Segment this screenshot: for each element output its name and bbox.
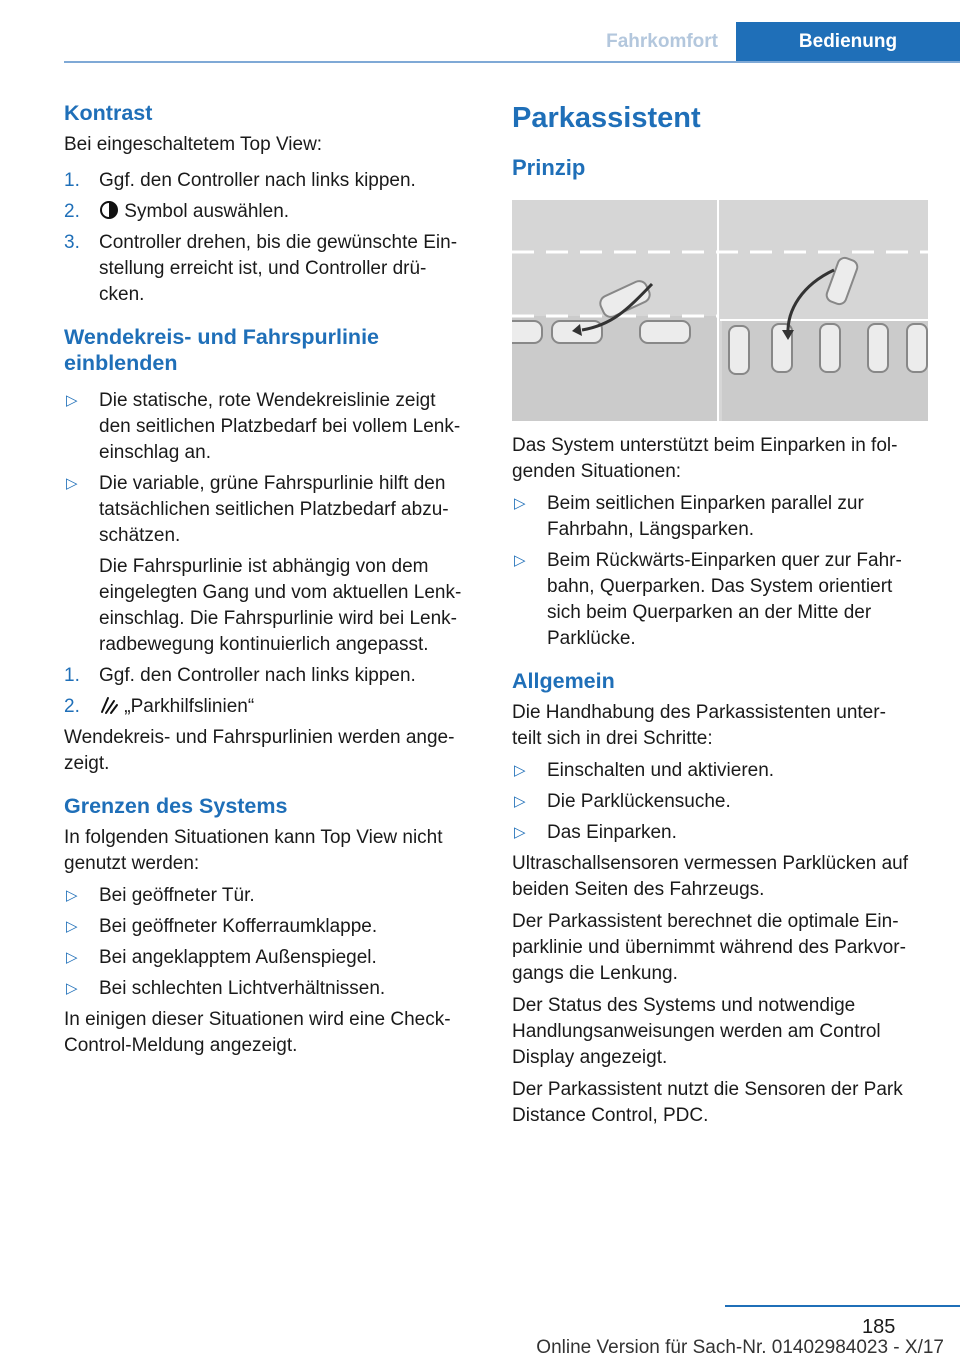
bullet-triangle-icon: ▷ (514, 552, 526, 569)
list-text: cken. (99, 284, 145, 305)
list-text: Das Einparken. (547, 822, 677, 843)
list-text: Bei schlechten Lichtverhältnissen. (99, 978, 386, 999)
list-item (512, 820, 928, 846)
online-version: Online Version für Sach-Nr. 01402984023 - X/17 (536, 1337, 944, 1358)
list-text: Parklücke. (547, 628, 636, 649)
list-text: Fahrbahn, Längsparken. (547, 519, 755, 540)
wende-heading (64, 324, 484, 376)
wende-heading-line: einblenden (64, 351, 178, 375)
wende-note (64, 554, 484, 658)
prinzip-heading: Prinzip (512, 155, 586, 180)
list-item (64, 694, 484, 720)
paragraph-line: Handlungsanweisungen werden am Control (512, 1021, 881, 1042)
note-line: In einigen dieser Situationen wird eine Check- (64, 1009, 451, 1030)
note-line: eingelegten Gang und vom aktuellen Lenk- (99, 582, 462, 603)
prinzip-intro (512, 433, 928, 485)
list-text: „Parkhilfslinien“ (119, 696, 255, 717)
right-column-body (512, 433, 928, 1129)
paragraph-line: Display angezeigt. (512, 1047, 668, 1068)
paragraph-line: gangs die Lenkung. (512, 963, 678, 984)
bullet-triangle-icon: ▷ (66, 475, 78, 492)
left-column (64, 100, 484, 1059)
list-item (64, 471, 484, 549)
list-text: Bei geöffneter Kofferraumklappe. (99, 916, 378, 937)
paragraph-line: beiden Seiten des Fahrzeugs. (512, 879, 765, 900)
list-text: Ggf. den Controller nach links kippen. (99, 665, 416, 686)
result-line: zeigt. (64, 753, 110, 774)
list-text: Die Parklückensuche. (547, 791, 731, 812)
list-text: tatsächlichen seitlichen Platzbedarf abzu- (99, 499, 449, 520)
paragraph (512, 851, 928, 903)
bullet-triangle-icon: ▷ (514, 824, 526, 841)
list-item (512, 491, 928, 543)
list-item (64, 914, 484, 940)
intro-line: Das System unterstützt beim Einparken in fol- (512, 435, 898, 456)
list-number: 1. (64, 170, 80, 191)
list-number: 3. (64, 232, 80, 253)
list-text: sich beim Querparken an der Mitte der (547, 602, 872, 623)
bullet-triangle-icon: ▷ (514, 762, 526, 779)
list-item (512, 758, 928, 784)
footer-rule (725, 1305, 960, 1307)
bullet-triangle-icon: ▷ (514, 495, 526, 512)
note-line: radbewegung kontinuierlich angepasst. (99, 634, 429, 655)
list-number: 2. (64, 201, 80, 222)
header-rule (64, 61, 960, 63)
list-item (512, 548, 928, 652)
wende-heading-line: Wendekreis- und Fahrspurlinie (64, 325, 379, 349)
allgemein-heading: Allgemein (512, 669, 615, 693)
bullet-triangle-icon: ▷ (66, 887, 78, 904)
list-item (512, 789, 928, 815)
intro-line: genden Situationen: (512, 461, 682, 482)
parking-diagram-icon (512, 200, 928, 421)
bullet-triangle-icon: ▷ (66, 392, 78, 409)
intro-line: genutzt werden: (64, 853, 200, 874)
paragraph-line: Der Parkassistent berechnet die optimale Ein- (512, 911, 899, 932)
note-line: Control-Meldung angezeigt. (64, 1035, 298, 1056)
list-item (64, 663, 484, 689)
note-line: einschlag. Die Fahrspurlinie wird bei Lenk- (99, 608, 458, 629)
intro-line: teilt sich in drei Schritte: (512, 728, 713, 749)
list-text: Beim Rückwärts-Einparken quer zur Fahr- (547, 550, 902, 571)
list-text: Symbol auswählen. (119, 201, 290, 222)
paragraph-line: Der Parkassistent nutzt die Sensoren der Park (512, 1079, 903, 1100)
list-item (64, 199, 484, 225)
grenzen-intro (64, 825, 484, 877)
paragraph (512, 909, 928, 987)
bullet-triangle-icon: ▷ (66, 980, 78, 997)
tab-bedienung[interactable]: Bedienung (736, 22, 960, 62)
intro-line: Die Handhabung des Parkassistenten unter- (512, 702, 886, 723)
right-column (512, 100, 928, 182)
list-text: Die variable, grüne Fahrspurlinie hilft den (99, 473, 446, 494)
list-text: Einschalten und aktivieren. (547, 760, 775, 781)
bullet-triangle-icon: ▷ (66, 918, 78, 935)
bullet-triangle-icon: ▷ (66, 949, 78, 966)
list-item (64, 883, 484, 909)
paragraph-line: Ultraschallsensoren vermessen Parklücken auf (512, 853, 909, 874)
list-text: Die statische, rote Wendekreislinie zeigt (99, 390, 436, 411)
list-text: Bei geöffneter Tür. (99, 885, 255, 906)
parking-lines-icon (99, 695, 119, 715)
parkassistent-heading: Parkassistent (512, 102, 701, 134)
list-text: Bei angeklapptem Außenspiegel. (99, 947, 377, 968)
intro-line: In folgenden Situationen kann Top View nicht (64, 827, 443, 848)
result-line: Wendekreis- und Fahrspurlinien werden ange- (64, 727, 455, 748)
grenzen-heading: Grenzen des Systems (64, 794, 288, 818)
note-line: Die Fahrspurlinie ist abhängig von dem (99, 556, 429, 577)
list-text: Controller drehen, bis die gewünschte Ein- (99, 232, 458, 253)
list-text: Ggf. den Controller nach links kippen. (99, 170, 416, 191)
paragraph-line: Der Status des Systems und notwendige (512, 995, 856, 1016)
list-number: 1. (64, 665, 80, 686)
list-text: Beim seitlichen Einparken parallel zur (547, 493, 864, 514)
wende-result (64, 725, 484, 777)
contrast-icon (99, 200, 119, 220)
list-text: stellung erreicht ist, und Controller drü- (99, 258, 427, 279)
list-text: bahn, Querparken. Das System orientiert (547, 576, 893, 597)
grenzen-note (64, 1007, 484, 1059)
list-item (64, 945, 484, 971)
paragraph (512, 1077, 928, 1129)
list-item (64, 168, 484, 194)
tab-fahrkomfort[interactable]: Fahrkomfort (606, 31, 718, 52)
list-text: den seitlichen Platzbedarf bei vollem Lenk- (99, 416, 461, 437)
page-number: 185 (862, 1316, 896, 1338)
header-tabs (588, 22, 960, 62)
bullet-triangle-icon: ▷ (514, 793, 526, 810)
list-item (64, 388, 484, 466)
list-number: 2. (64, 696, 80, 717)
list-item (64, 230, 484, 308)
parking-diagram (512, 200, 928, 421)
kontrast-intro: Bei eingeschaltetem Top View: (64, 134, 323, 155)
kontrast-heading: Kontrast (64, 101, 153, 125)
paragraph-line: parklinie und übernimmt während des Parkvor- (512, 937, 906, 958)
list-text: schätzen. (99, 525, 181, 546)
paragraph-line: Distance Control, PDC. (512, 1105, 709, 1126)
paragraph (512, 993, 928, 1071)
list-text: einschlag an. (99, 442, 211, 463)
allgemein-intro (512, 700, 928, 752)
list-item (64, 976, 484, 1002)
